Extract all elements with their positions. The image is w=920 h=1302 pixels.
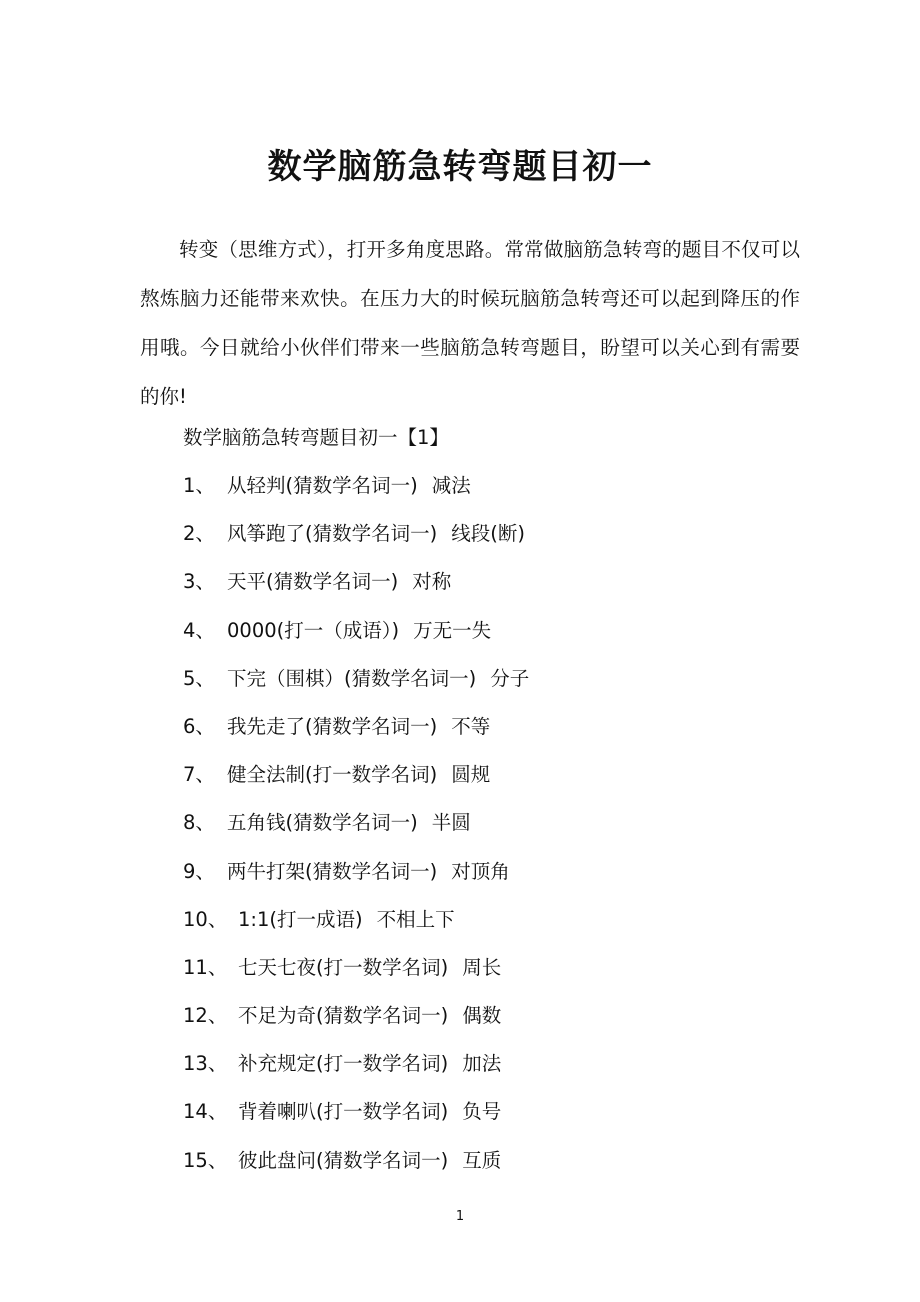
item-answer: 加法: [462, 1052, 502, 1076]
item-number: 6、: [183, 714, 215, 738]
riddle-list: [183, 466, 529, 1189]
item-answer: 减法: [431, 474, 471, 497]
item-number: 12、: [183, 1004, 228, 1028]
list-item: [183, 1141, 529, 1189]
intro-text: 转变（思维方式），打开多角度思路。常常做脑筋急转弯的题目不仅可以熬炼脑力还能带来欢快。在压力大的时候玩脑筋急转弯还可以起到降压的作用哦。今日就给小伙伴们带来一些脑筋急转弯题目，盼望可以关心到有需要的你!: [140, 238, 800, 408]
item-number: 2、: [183, 522, 215, 546]
list-item: [183, 514, 529, 562]
list-item: [183, 948, 529, 996]
item-question: 从轻判(猜数学名词一): [227, 474, 418, 497]
item-answer: 偶数: [462, 1004, 502, 1028]
item-answer: 对顶角: [451, 859, 510, 883]
item-question: 风筝跑了(猜数学名词一): [227, 522, 438, 546]
item-number: 7、: [183, 763, 215, 787]
item-question: 两牛打架(猜数学名词一): [227, 859, 438, 883]
item-answer: 负号: [462, 1100, 502, 1124]
item-answer: 线段(断): [451, 522, 525, 546]
item-question: 不足为奇(猜数学名词一): [238, 1004, 449, 1028]
item-number: 5、: [183, 666, 215, 690]
item-number: 1、: [183, 474, 215, 497]
item-answer: 分子: [490, 666, 530, 690]
item-answer: 不相上下: [376, 907, 455, 931]
section-heading: 数学脑筋急转弯题目初一【1】: [183, 426, 449, 449]
list-item: [183, 707, 529, 755]
item-answer: 对称: [412, 570, 452, 594]
item-answer: 互质: [462, 1148, 502, 1172]
list-item: [183, 1092, 529, 1140]
intro-paragraph: [140, 225, 800, 421]
list-item: [183, 659, 529, 707]
list-item: [183, 803, 529, 851]
item-question: 彼此盘问(猜数学名词一): [238, 1148, 449, 1172]
item-number: 11、: [183, 955, 228, 979]
item-question: 补充规定(打一数学名词): [238, 1052, 449, 1076]
list-item: [183, 466, 529, 514]
item-number: 8、: [183, 811, 215, 835]
item-question: 我先走了(猜数学名词一): [227, 714, 438, 738]
item-question: 健全法制(打一数学名词): [227, 763, 438, 787]
item-question: 1:1(打一成语): [238, 907, 363, 931]
item-number: 4、: [183, 618, 215, 642]
list-item: [183, 755, 529, 803]
list-item: [183, 611, 529, 659]
item-answer: 圆规: [451, 763, 491, 787]
item-answer: 周长: [462, 955, 502, 979]
list-item: [183, 852, 529, 900]
list-item: [183, 996, 529, 1044]
item-number: 15、: [183, 1148, 228, 1172]
page-number: 1: [455, 1209, 465, 1224]
page-title: 数学脑筋急转弯题目初一: [267, 147, 653, 187]
item-answer: 半圆: [431, 811, 471, 835]
item-question: 七天七夜(打一数学名词): [238, 955, 449, 979]
item-number: 9、: [183, 859, 215, 883]
item-answer: 万无一失: [413, 618, 492, 642]
list-item: [183, 562, 529, 610]
item-question: 0000(打一（成语）): [227, 618, 400, 642]
list-item: [183, 900, 529, 948]
item-question: 背着喇叭(打一数学名词): [238, 1100, 449, 1124]
item-number: 13、: [183, 1052, 228, 1076]
list-item: [183, 1044, 529, 1092]
item-number: 14、: [183, 1100, 228, 1124]
item-question: 天平(猜数学名词一): [227, 570, 399, 594]
item-number: 10、: [183, 907, 228, 931]
item-question: 五角钱(猜数学名词一): [227, 811, 418, 835]
item-question: 下完（围棋）(猜数学名词一): [227, 666, 477, 690]
item-answer: 不等: [451, 714, 491, 738]
item-number: 3、: [183, 570, 215, 594]
